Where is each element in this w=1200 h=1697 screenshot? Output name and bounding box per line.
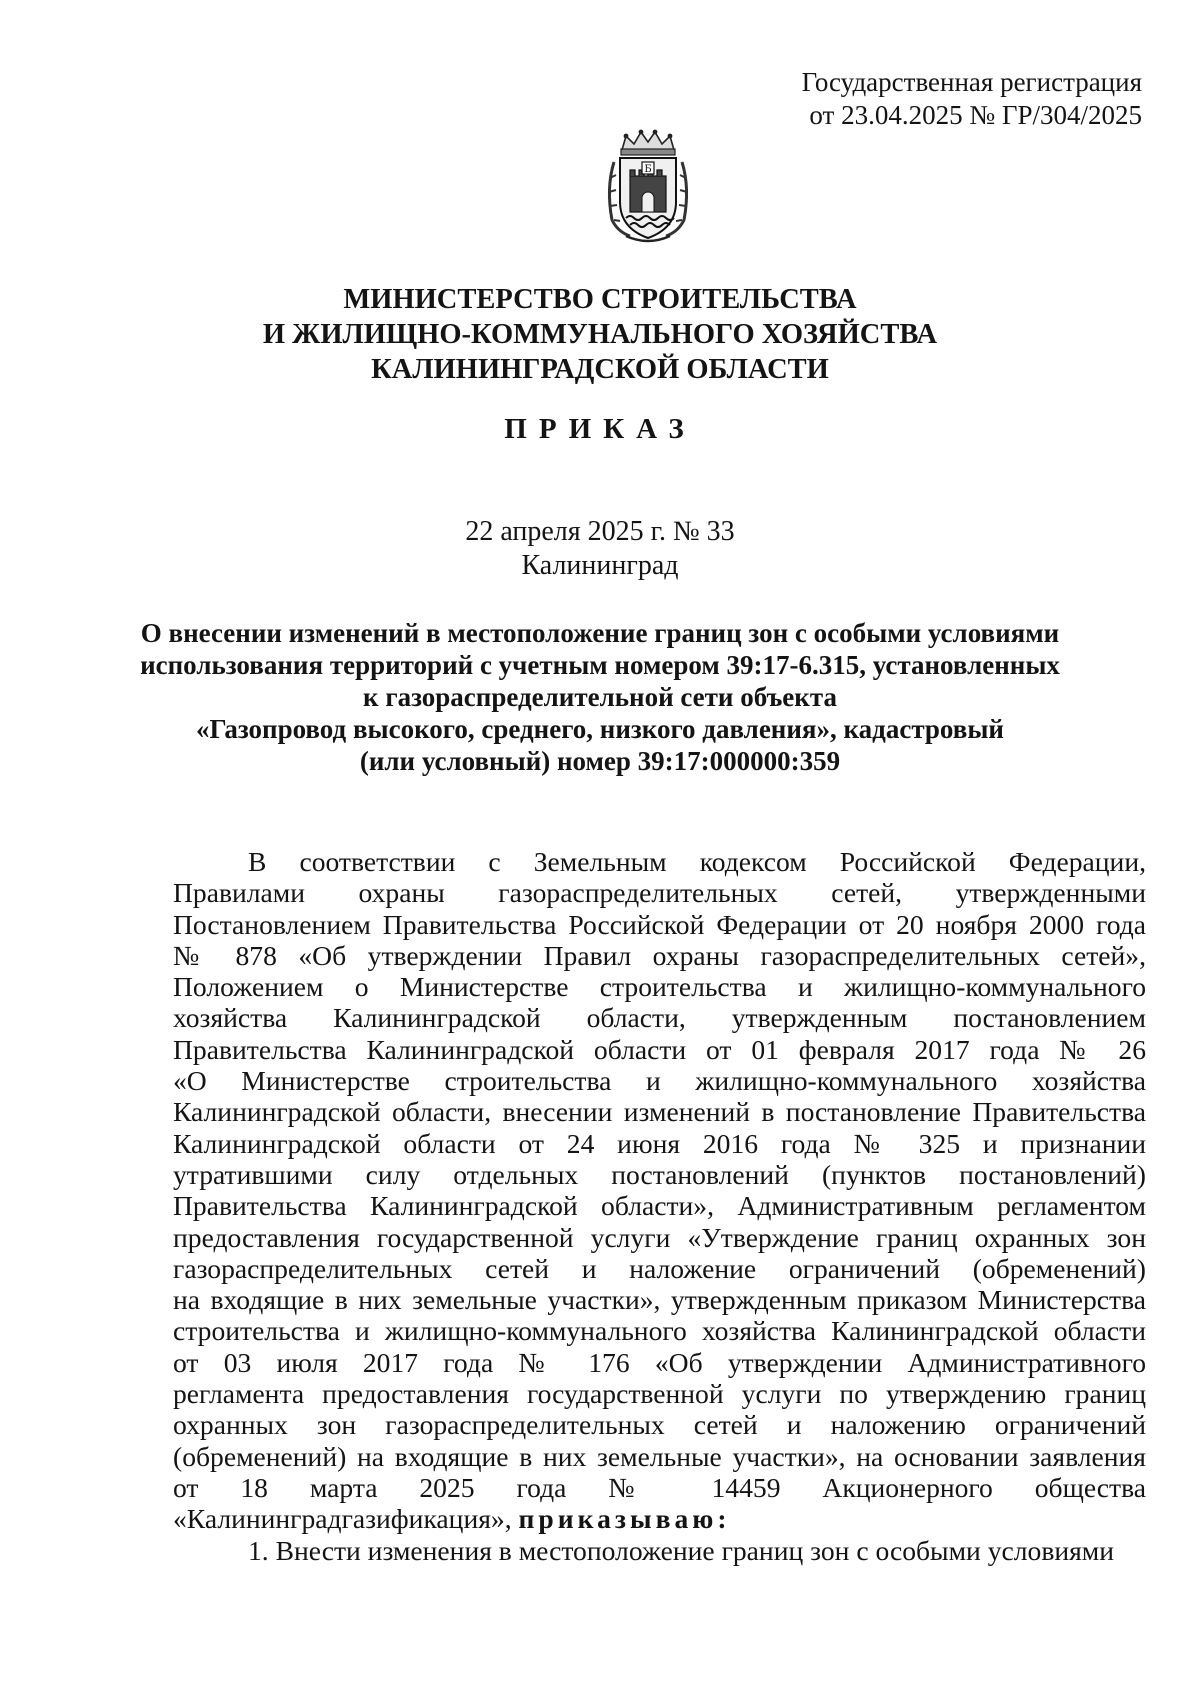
body-line: Калининградской области, внесении изменений в постановление Правительства <box>173 1096 1146 1128</box>
body-line: В соответствии с Земельным кодексом Российской Федерации, <box>248 846 1146 877</box>
order-item-1: 1. Внести изменения в местоположение границ зон с особыми условиями <box>248 1534 1115 1566</box>
ministry-line-3: КАЛИНИНГРАДСКОЙ ОБЛАСТИ <box>371 354 829 385</box>
body-line: Правительства Калининградской области», Административным регламентом <box>173 1190 1146 1222</box>
body-line: строительства и жилищно-коммунального хозяйства Калининградской области <box>173 1315 1146 1347</box>
order-date-number: 22 апреля 2025 г. № 33 <box>465 516 735 547</box>
svg-text:Б: Б <box>644 164 652 175</box>
document-type-title: ПРИКАЗ <box>504 413 696 445</box>
body-line: охранных зон газораспределительных сетей и наложению ограничений <box>173 1409 1146 1441</box>
body-line: № 878 «Об утверждении Правил охраны газораспределительных сетей», <box>173 939 1146 971</box>
kaliningrad-coat-of-arms-icon <box>604 128 692 246</box>
body-line: Правительства Калининградской области от 01 февраля 2017 года № 26 <box>173 1033 1146 1065</box>
registration-line-1: Государственная регистрация <box>801 67 1142 97</box>
order-body <box>173 846 1146 1566</box>
body-line: газораспределительных сетей и наложение ограничений (обременений) <box>173 1252 1146 1284</box>
subject-line-4: «Газопровод высокого, среднего, низкого давления», кадастровый <box>196 714 1004 744</box>
organization-name: «Калининградгазификация», <box>173 1503 512 1535</box>
body-line: (обременений) на входящие в них земельные участки», на основании заявления <box>173 1440 1146 1472</box>
subject-line-2: использования территорий с учетным номером 39:17-6.315, установленных <box>140 650 1060 680</box>
body-line: Правилами охраны газораспределительных сетей, утвержденными <box>173 877 1146 909</box>
order-city: Калининград <box>521 550 679 581</box>
ministry-name <box>150 282 1050 387</box>
body-last-line <box>173 1503 1146 1534</box>
body-line: утратившими силу отдельных постановлений (пунктов постановлений) <box>173 1158 1146 1190</box>
body-line: Калининградской области от 24 июня 2016 года № 325 и признании <box>173 1127 1146 1159</box>
body-line: Постановлением Правительства Российской Федерации от 20 ноября 2000 года <box>173 908 1146 940</box>
date-and-place <box>150 515 1050 583</box>
subject-line-5: (или условный) номер 39:17:000000:359 <box>359 746 841 776</box>
body-line: на входящие в них земельные участки», утвержденным приказом Министерства <box>173 1284 1146 1316</box>
body-line: предоставления государственной услуги «Утверждение границ охранных зон <box>173 1221 1146 1253</box>
subject-line-3: к газораспределительной сети объекта <box>363 682 837 712</box>
body-line: хозяйства Калининградской области, утвержденным постановлением <box>173 1002 1146 1034</box>
order-subject <box>140 617 1060 777</box>
body-line: от 18 марта 2025 года № 14459 Акционерного общества <box>173 1471 1146 1503</box>
body-line: «О Министерстве строительства и жилищно-коммунального хозяйства <box>173 1065 1146 1097</box>
ministry-line-1: МИНИСТЕРСТВО СТРОИТЕЛЬСТВА <box>343 284 857 315</box>
ministry-line-2: И ЖИЛИЩНО-КОММУНАЛЬНОГО ХОЗЯЙСТВА <box>262 319 938 350</box>
subject-line-1: О внесении изменений в местоположение границ зон с особыми условиями <box>140 618 1060 648</box>
order-word: приказываю: <box>518 1503 731 1535</box>
body-line: от 03 июля 2017 года № 176 «Об утверждении Административного <box>173 1346 1146 1378</box>
body-line: Положением о Министерстве строительства и жилищно-коммунального <box>173 971 1146 1003</box>
registration-stamp <box>682 66 1142 132</box>
registration-line-2: от 23.04.2025 № ГР/304/2025 <box>809 100 1142 130</box>
body-line: регламента предоставления государственной услуги по утверждению границ <box>173 1378 1146 1410</box>
